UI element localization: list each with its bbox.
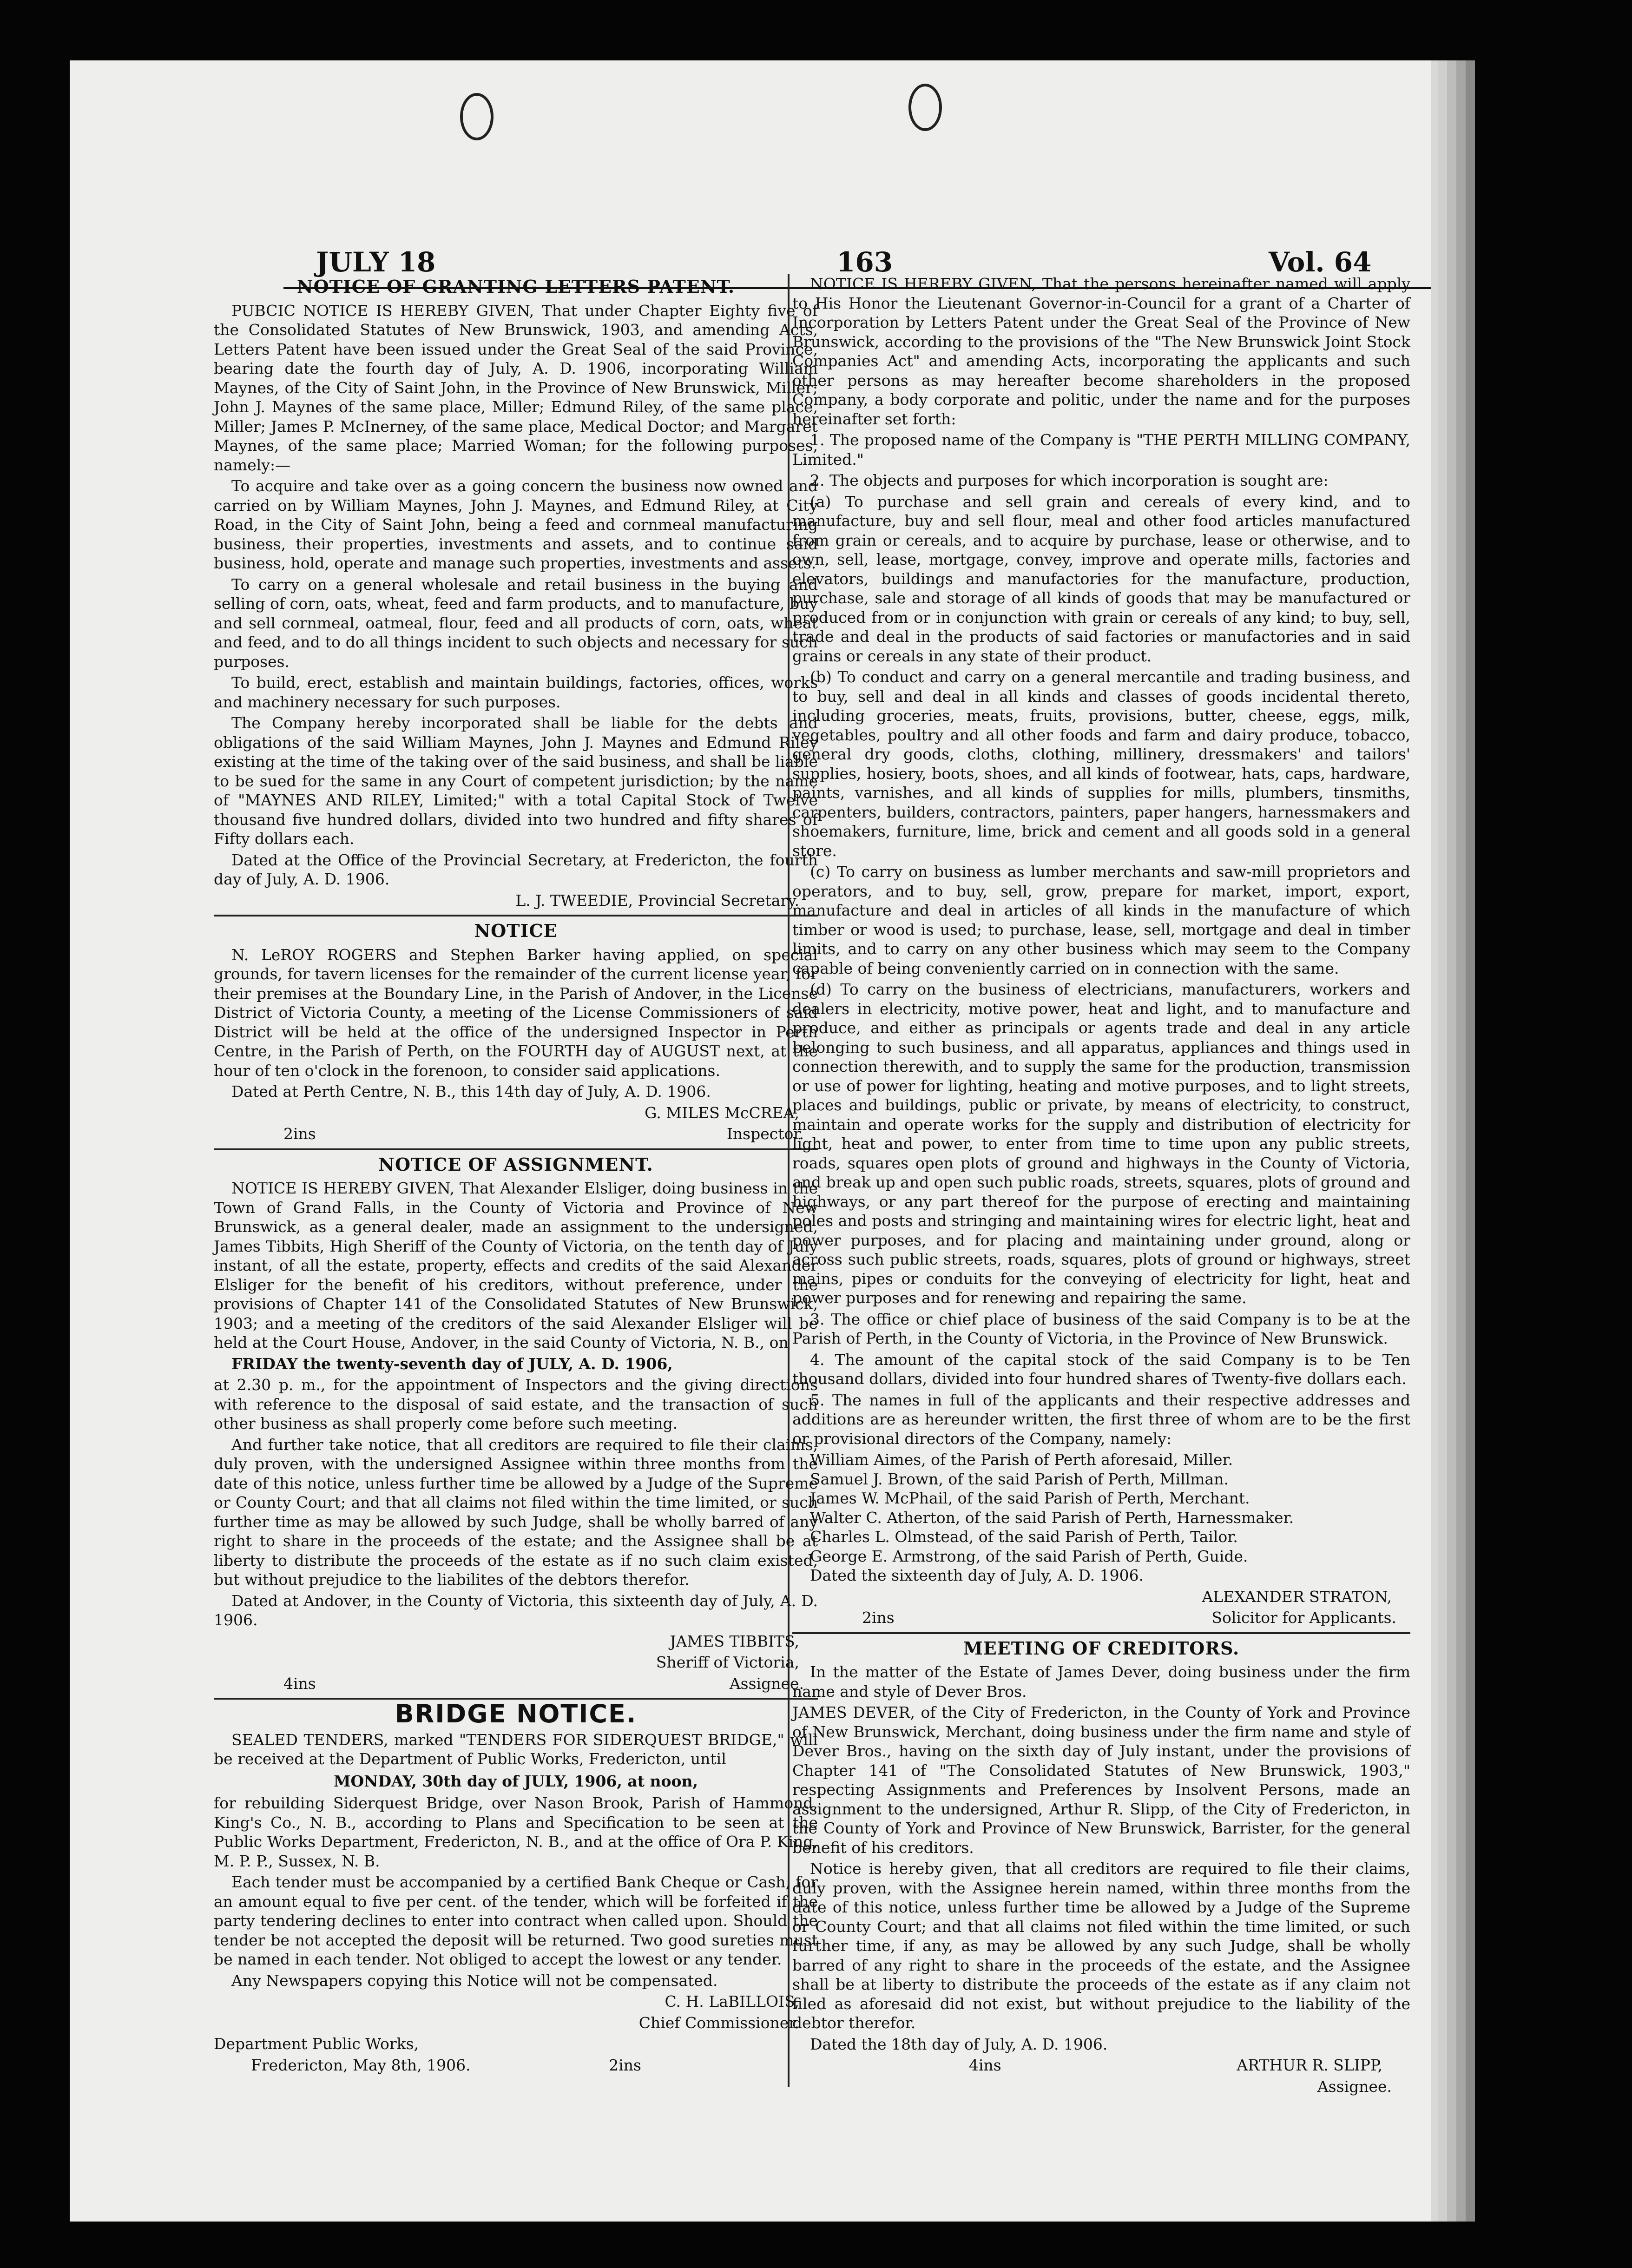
paragraph: at 2.30 p. m., for the appointment of Inspectors and the giving directions with reference to the disposal of said estate, and the transaction of such other business as shall properly come before such meeting. (214, 1376, 818, 1432)
section-rule (792, 1632, 1410, 1634)
paragraph: To build, erect, establish and maintain buildings, factories, offices, works and machinery necessary for such purposes. (214, 673, 818, 711)
paragraph: Dated at the Office of the Provincial Secretary, at Fredericton, the fourth day of July, A. D. 1906. (214, 850, 818, 888)
binding-hole (460, 93, 494, 140)
paragraph: (c) To carry on business as lumber merchants and saw-mill proprietors and operators, and to buy, sell, grow, prepare for market, import, export, manufacture and deal in articles of all kinds in the manufacture of which timber or wood is used; to purchase, lease, sell, mortgage and deal in timber limits, and to carry on any other business which may seem to the Company capable of being conveniently carried on in connection with the same. (792, 863, 1410, 977)
applicant: James W. McPhail, of the said Parish of Perth, Merchant. (810, 1489, 1250, 1507)
signature: ARTHUR R. SLIPP, (1237, 2056, 1382, 2074)
paragraph: Any Newspapers copying this Notice will not be compensated. (231, 1971, 718, 1990)
insertion-row (214, 1674, 818, 1694)
paragraph: And further take notice, that all creditors are required to file their claims, duly proven, with the undersigned Assignee within three months from the date of this notice, unless further time be allowed by a Judge of the Supreme or County Court; and that all claims not filed within the time limited, or such further time as may be allowed by such Judge, shall be wholly barred of any right to share in the proceeds of the estate; and the Assignee shall be at liberty to distribute the proceeds of the estate as if no such claim existed, but without prejudice to the liabilites of the debtors therefor. (214, 1435, 818, 1589)
paragraph: (a) To purchase and sell grain and cereals of every kind, and to manufacture, buy and sell flour, meal and other food articles manufactured from grain or cereals, and to acquire by purchase, lease or otherwise, and to own, sell, lease, mortgage, convey, improve and operate mills, factories and elevators, buildings and manufactories for the manufacture, production, purchase, sale and storage of all kinds of goods that may be manufactured or produced from or in conjunction with grain or cereals of any kind; to buy, sell, trade and deal in the products of said factories or manufactories and in said grains or cereals in any state of their product. (792, 492, 1410, 665)
page-number: 163 (836, 246, 893, 278)
applicant: Charles L. Olmstead, of the said Parish of Perth, Tailor. (810, 1528, 1238, 1546)
paragraph: 4. The amount of the capital stock of the said Company is to be Ten thousand dollars, divided into four hundred shares of Twenty-five dollars each. (792, 1350, 1410, 1388)
patent-notice-title: NOTICE OF GRANTING LETTERS PATENT. (296, 276, 735, 297)
paragraph: In the matter of the Estate of James Dever, doing business under the firm name and style of Dever Bros. (792, 1663, 1410, 1701)
paragraph: (d) To carry on the business of electricians, manufacturers, workers and dealers in electricity, motive power, heat and light, and to manufacture and produce, and either as principals or agents trade and deal in any article belonging to such business, and all apparatus, appliances and things used in connection therewith, and to supply the same for the production, transmission or use of power for lighting, heating and motive purposes, and to light streets, places and buildings, public or private, by means of electricity, to construct, maintain and operate works for the supply and distribution of electricity for light, heat and power, to enter from time to time upon any public streets, roads, squares open plots of ground and highways in the County of Victoria, and break up and open such public roads, streets, squares, plots of ground and highways, or any part thereof for the purpose of erecting and maintaining poles and posts and stringing and maintaining wires for electric light, heat and power purposes, and for placing and maintaining under ground, along or across such public streets, roads, squares, plots of ground or highways, street mains, pipes or conduits for the conveying of electricity for light, heat and power purposes and for renewing and repairing the same. (792, 980, 1410, 1307)
insertion-row (214, 1124, 818, 1144)
department: Department Public Works, (214, 2035, 419, 2053)
signature: C. H. LaBILLOIS, (665, 1992, 799, 2011)
paragraph: Dated at Perth Centre, N. B., this 14th day of July, A. D. 1906. (231, 1082, 711, 1101)
paragraph: N. LeROY ROGERS and Stephen Barker having applied, on special grounds, for tavern licenses for the remainder of the current license year, for their premises at the Boundary Line, in the Parish of Andover, in the License District of Victoria County, a meeting of the License Commissioners of said District will be held at the office of the undersigned Inspector in Perth Centre, in the Parish of Perth, on the FOURTH day of AUGUST next, at the hour of ten o'clock in the forenoon, to consider said applications. (214, 945, 818, 1080)
volume-number: Vol. 64 (1269, 246, 1372, 278)
section-rule (214, 1148, 818, 1150)
paragraph: JAMES DEVER, of the City of Fredericton, in the County of York and Province of New Brunswick, Merchant, doing business under the firm name and style of Dever Bros., having on the sixth day of July instant, under the provisions of Chapter 141 of "The Consolidated Statutes of New Brunswick, 1903," respecting Assignments and Preferences by Insolvent Persons, made an assignment to the undersigned, Arthur R. Slipp, of the City of Fredericton, in the County of York and Province of New Brunswick, Barrister, for the general benefit of his creditors. (792, 1703, 1410, 1857)
creditors-meeting (792, 1639, 1410, 2097)
signature-title: Sheriff of Victoria, (656, 1653, 799, 1671)
bridge-notice (214, 1699, 818, 2075)
signer-role: Assignee. (729, 1674, 804, 1693)
signer-role: Solicitor for Applicants. (1211, 1609, 1396, 1627)
place-date: Fredericton, May 8th, 1906. (251, 2056, 471, 2074)
issue-date: JULY 18 (316, 246, 436, 278)
signature: L. J. TWEEDIE, Provincial Secretary. (515, 891, 799, 910)
applicant: William Aimes, of the Parish of Perth aforesaid, Miller. (810, 1450, 1233, 1469)
paragraph: SEALED TENDERS, marked "TENDERS FOR SIDERQUEST BRIDGE," will be received at the Department of Public Works, Fredericton, until (214, 1730, 818, 1768)
creditors-meeting-title: MEETING OF CREDITORS. (963, 1637, 1240, 1659)
dated-line: Dated the sixteenth day of July, A. D. 1906. (810, 1566, 1144, 1584)
binding-hole (908, 84, 942, 131)
assignment-notice-title: NOTICE OF ASSIGNMENT. (378, 1154, 653, 1175)
paragraph: The Company hereby incorporated shall be liable for the debts and obligations of the said William Maynes, John J. Maynes and Edmund Riley existing at the time of the taking over of the said business, and shall be liable to be sued for the same in any Court of competent jurisdiction; by the name of "MAYNES AND RILEY, Limited;" with a total Capital Stock of Twelve thousand five hundred dollars, divided into two hundred and fifty shares of Fifty dollars each. (214, 714, 818, 848)
paragraph: Notice is hereby given, that all creditors are required to file their claims, duly proven, with the Assignee herein named, within three months from the date of this notice, unless further time be allowed by a Judge of the Supreme or County Court; and that all claims not filed within the time limited, or such further time, if any, as may be allowed by any such Judge, shall be wholly barred of any right to share in the proceeds of the estate, and the Assignee shall be at liberty to distribute the proceeds of the estate as if any claim not filed as aforesaid did not exist, but without prejudice to the liability of the debtor therefor. (792, 1859, 1410, 2032)
paragraph: Dated at Andover, in the County of Victoria, this sixteenth day of July, A. D. 1906. (214, 1591, 818, 1629)
patent-notice (214, 277, 818, 910)
paragraph: Each tender must be accompanied by a certified Bank Cheque or Cash, for an amount equal to five per cent. of the tender, which will be forfeited if the party tendering declines to enter into contract when called upon. Should the tender be not accepted the deposit will be returned. Two good sureties must be named in each tender. Not obliged to accept the lowest or any tender. (214, 1873, 818, 1968)
signature-row (792, 2056, 1410, 2075)
insertions: 4ins (283, 1674, 316, 1693)
applicant: Samuel J. Brown, of the said Parish of Perth, Millman. (810, 1470, 1229, 1488)
signature: JAMES TIBBITS, (670, 1632, 799, 1650)
assignment-notice (214, 1155, 818, 1694)
paragraph: NOTICE IS HEREBY GIVEN, That Alexander Elsliger, doing business in the Town of Grand Falls, in the County of Victoria and Province of New Brunswick, as a general dealer, made an assignment to the undersigned, James Tibbits, High Sheriff of the County of Victoria, on the tenth day of July instant, of all the estate, property, effects and credits of the said Alexander Elsliger for the benefit of his creditors, without preference, under the provisions of Chapter 141 of the Consolidated Statutes of New Brunswick, 1903; and a meeting of the creditors of the said Alexander Elsliger will be held at the Court House, Andover, in the said County of Victoria, N. B., on (214, 1179, 818, 1352)
signature-title: Chief Commissioner. (638, 2013, 799, 2032)
right-column (792, 274, 1410, 2098)
signer-role: Assignee. (1317, 2077, 1392, 2096)
paragraph: 5. The names in full of the applicants and their respective addresses and additions are as hereunder written, the first three of whom are to be the first or provisional directors of the Company, namely: (792, 1391, 1410, 1448)
license-notice (214, 921, 818, 1144)
paragraph: 1. The proposed name of the Company is "THE PERTH MILLING COMPANY, Limited." (792, 431, 1410, 468)
insertions: 2ins (283, 1125, 316, 1143)
license-notice-title: NOTICE (474, 920, 558, 941)
section-rule (214, 915, 818, 916)
left-column (214, 274, 818, 2077)
paragraph: 2. The objects and purposes for which incorporation is sought are: (810, 471, 1329, 489)
tender-deadline: MONDAY, 30th day of JULY, 1906, at noon, (334, 1772, 698, 1790)
bridge-notice-title: BRIDGE NOTICE. (395, 1699, 637, 1728)
signer-role: Inspector. (726, 1125, 804, 1143)
insertions: 4ins (969, 2056, 1001, 2074)
paragraph: 3. The office or chief place of business of the said Company is to be at the Parish of Perth, in the County of Victoria, in the Province of New Brunswick. (792, 1310, 1410, 1347)
insertions: 2ins (609, 2056, 641, 2074)
place-date-row (214, 2056, 818, 2075)
applicant: Walter C. Atherton, of the said Parish of Perth, Harnessmaker. (810, 1508, 1294, 1527)
paragraph: PUBCIC NOTICE IS HEREBY GIVEN, That under Chapter Eighty five of the Consolidated Statutes of New Brunswick, 1903, and amending Acts, Letters Patent have been issued under the Great Seal of the said Province, bearing date the fourth day of July, A. D. 1906, incorporating William Maynes, of the City of Saint John, in the Province of New Brunswick, Miller; John J. Maynes of the same place, Miller; Edmund Riley, of the same place, Miller; James P. McInerney, of the same place, Medical Doctor; and Margaret Maynes, of the same place; Married Woman; for the following purposes, namely:— (214, 301, 818, 474)
paragraph: To carry on a general wholesale and retail business in the buying and selling of corn, oats, wheat, feed and farm products, and to manufacture, buy and sell cornmeal, oatmeal, flour, feed and all products of corn, oats, wheat and feed, and to do all things incident to such objects and necessary for such purposes. (214, 575, 818, 671)
incorporation-notice (792, 274, 1410, 1628)
paragraph: To acquire and take over as a going concern the business now owned and carried on by William Maynes, John J. Maynes, and Edmund Riley, at City Road, in the City of Saint John, being a feed and cornmeal manufacturing business, their properties, investments and assets, and to continue said business, hold, operate and manage such properties, investments and assets. (214, 477, 818, 572)
signature: G. MILES McCREA, (645, 1103, 799, 1122)
meeting-date: FRIDAY the twenty-seventh day of JULY, A. D. 1906, (231, 1354, 673, 1373)
insertions: 2ins (862, 1609, 895, 1627)
signature: ALEXANDER STRATON, (1202, 1587, 1392, 1606)
applicant: George E. Armstrong, of the said Parish of Perth, Guide. (810, 1547, 1248, 1565)
insertion-row (792, 1608, 1410, 1628)
paragraph: for rebuilding Siderquest Bridge, over Nason Brook, Parish of Hammond, King's Co., N. B., according to Plans and Specification to be seen at the Public Works Department, Fredericton, N. B., and at the office of Ora P. King, M. P. P., Sussex, N. B. (214, 1794, 818, 1870)
paragraph: (b) To conduct and carry on a general mercantile and trading business, and to buy, sell and deal in all kinds and classes of goods incidental thereto, including groceries, meats, fruits, provisions, butter, cheese, eggs, milk, vegetables, poultry and all other foods and farm and dairy produce, tobacco, general dry goods, cloths, clothing, millinery, dressmakers' and tailors' supplies, hosiery, boots, shoes, and all kinds of footwear, hats, caps, hardware, paints, varnishes, and all kinds of supplies for mills, plumbers, tinsmiths, carpenters, builders, contractors, painters, paper hangers, harnessmakers and shoemakers, furniture, lime, brick and cement and all goods sold in a general store. (792, 668, 1410, 860)
paragraph: Dated the 18th day of July, A. D. 1906. (810, 2035, 1108, 2053)
paragraph: NOTICE IS HEREBY GIVEN, That the persons hereinafter named will apply to His Honor the Lieutenant Governor-in-Council for a grant of a Charter of Incorporation by Letters Patent under the Great Seal of the Province of New Brunswick, according to the provisions of the "The New Brunswick Joint Stock Companies Act" and amending Acts, incorporating the applicants and such other persons as may hereafter become shareholders in the proposed Company, a body corporate and politic, under the name and for the purposes hereinafter set forth: (792, 275, 1410, 428)
